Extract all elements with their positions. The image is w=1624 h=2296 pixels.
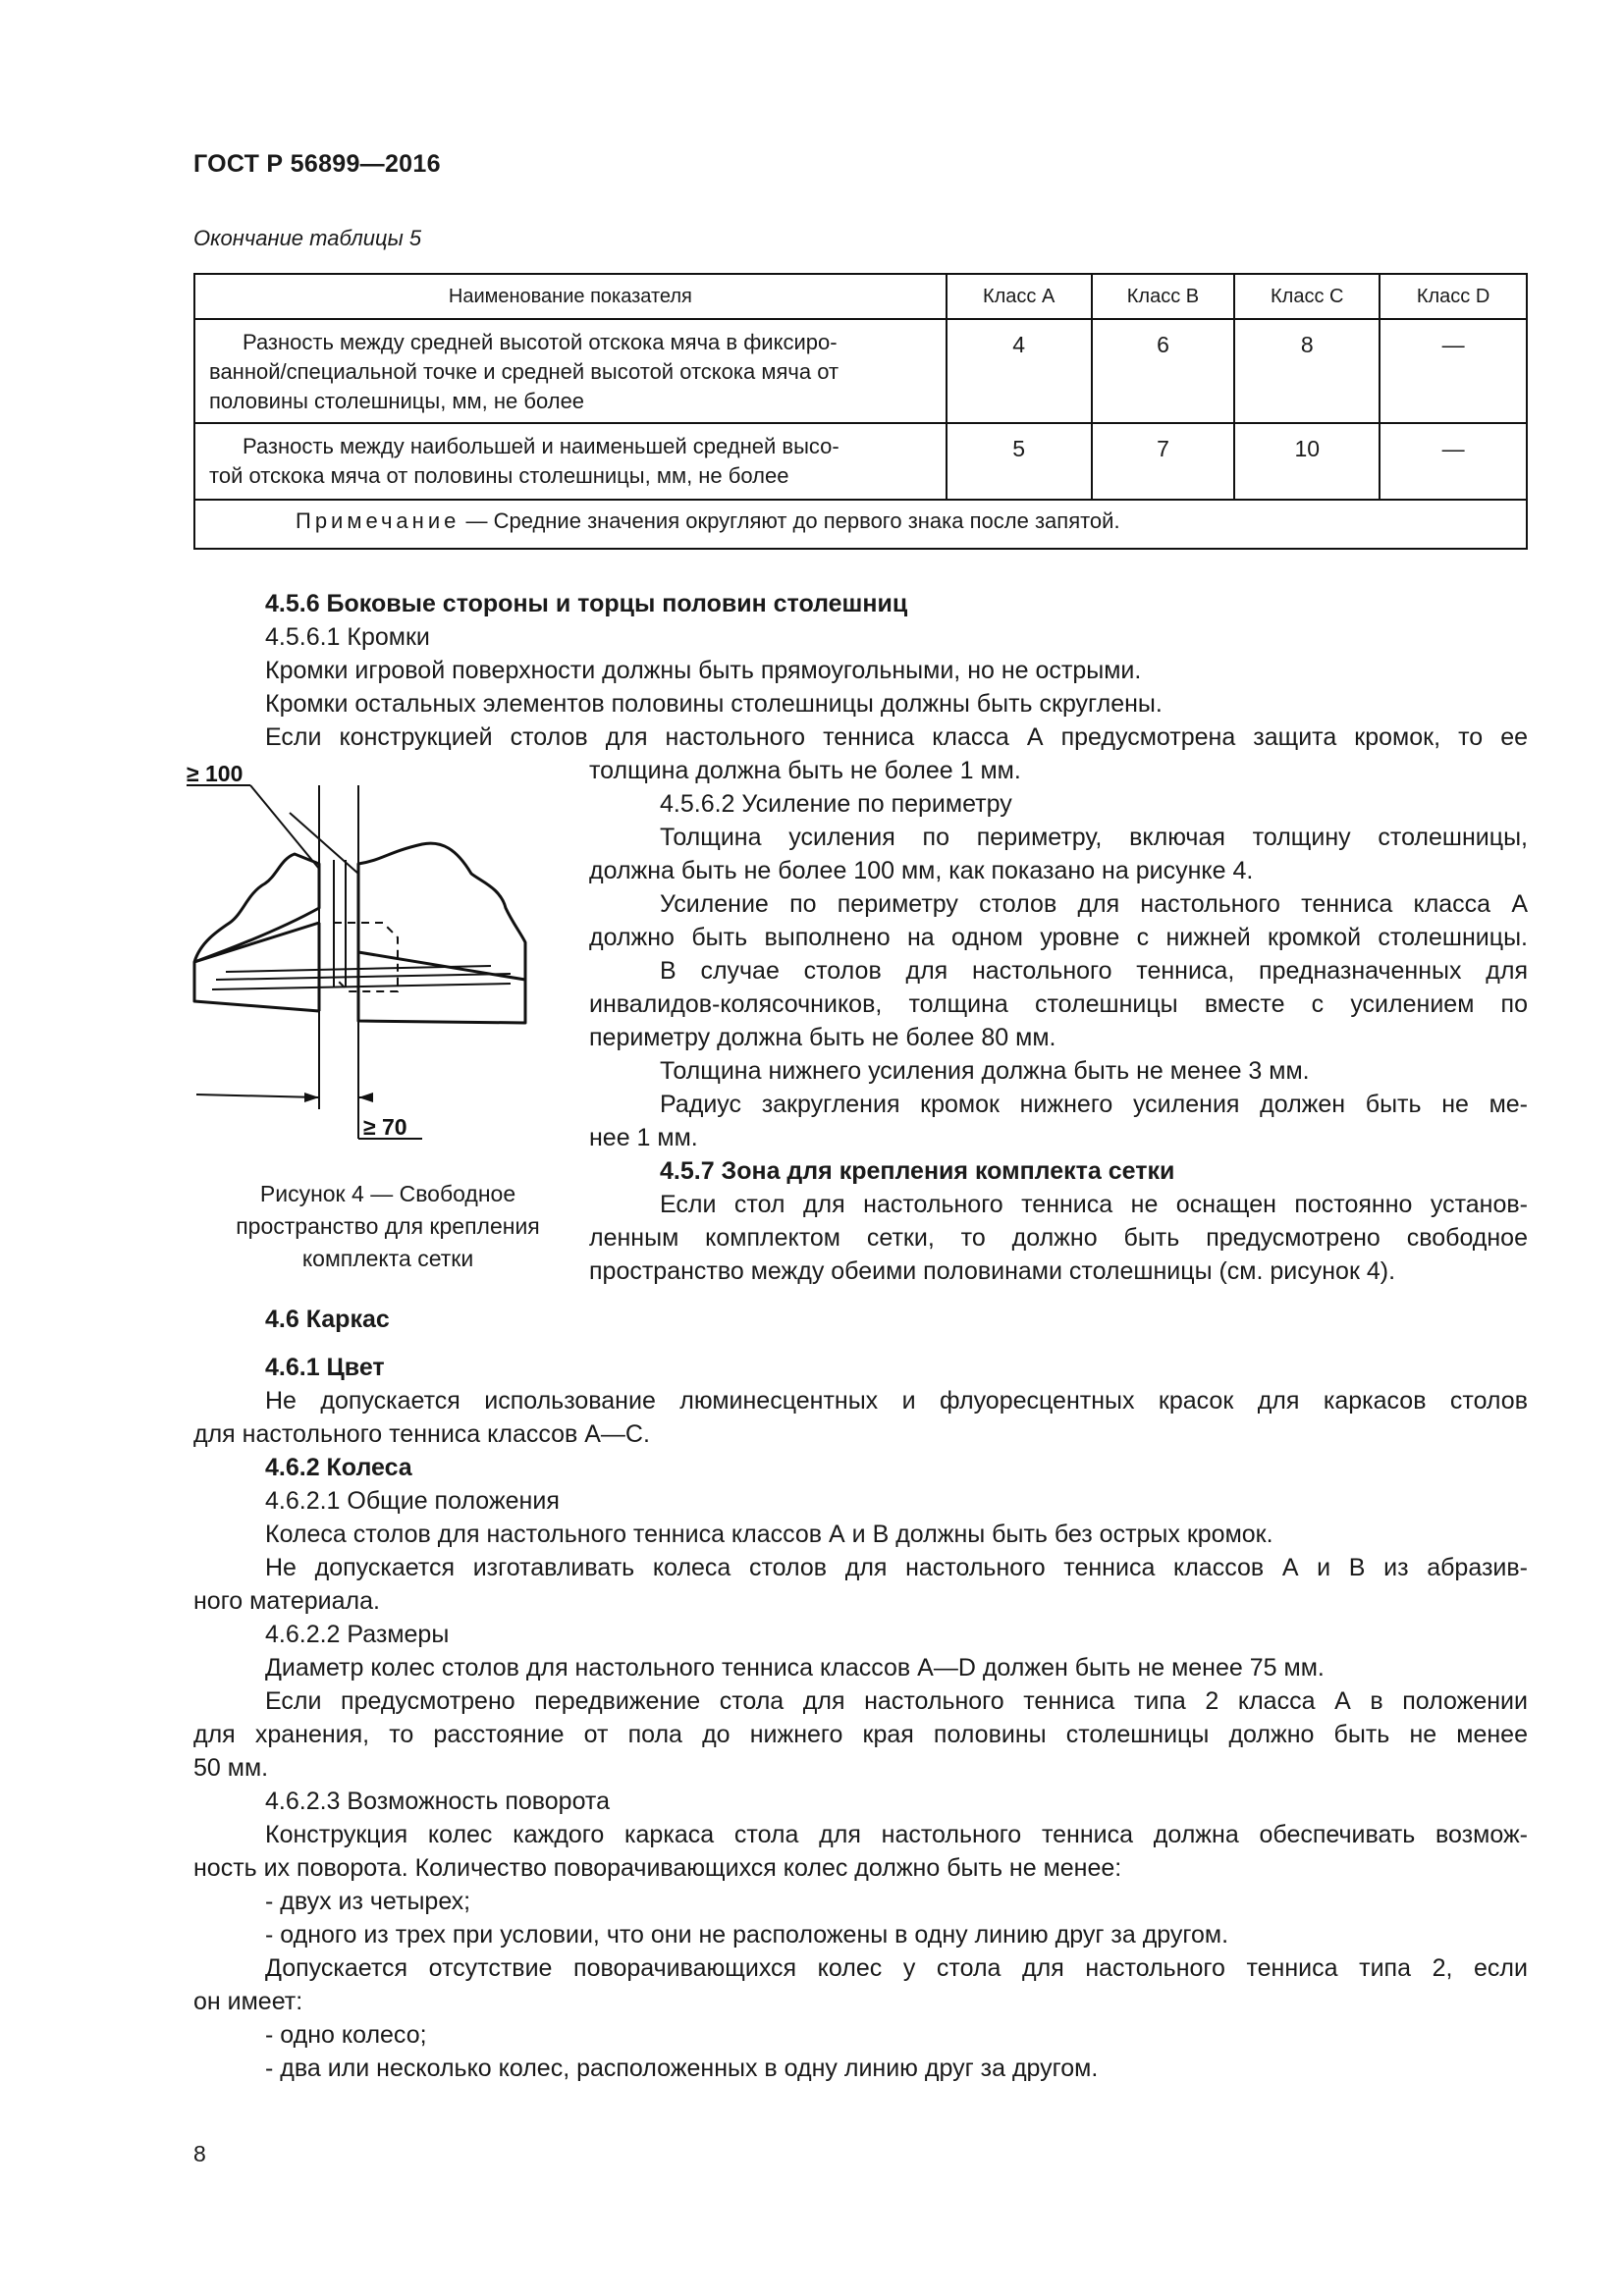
row-name-line: Разность между средней высотой отскока мяча в фиксиро- [243, 330, 838, 354]
column-header: Класс D [1380, 274, 1527, 319]
subheading-4-5-6-1: 4.5.6.1 Кромки [265, 623, 430, 651]
column-header: Класс С [1234, 274, 1380, 319]
figure-caption-line: пространство для крепления [236, 1213, 540, 1239]
list-item: - двух из четырех; [265, 1888, 471, 1915]
value-cell: 5 [947, 423, 1092, 500]
column-header: Класс В [1092, 274, 1235, 319]
value-cell: 8 [1234, 319, 1380, 423]
table-row [194, 319, 1527, 423]
row-name-line: Разность между наибольшей и наименьшей средней высо- [243, 434, 839, 458]
row-name-line: той отскока мяча от половины столешницы, мм, не более [209, 463, 789, 488]
row-name-line: ванной/специальной точке и средней высотой отскока мяча от [209, 359, 839, 384]
paragraph-line: для хранения, то расстояние от пола до нижнего края половины столешницы должно быть не менее [193, 1721, 1528, 1748]
paragraph-line: должно быть выполнено на одном уровне с нижней кромкой столешницы. [589, 924, 1528, 951]
value-cell: 6 [1092, 319, 1235, 423]
table-caption: Окончание таблицы 5 [193, 226, 422, 250]
paragraph-line: пространство между обеими половинами столешницы (см. рисунок 4). [589, 1257, 1396, 1285]
paragraph-line: Если стол для настольного тенниса не оснащен постоянно установ- [660, 1191, 1528, 1218]
table-header-row [194, 274, 1527, 319]
page-number: 8 [193, 2141, 206, 2166]
list-item: - два или несколько колес, расположенных в одну линию друг за другом. [265, 2055, 1099, 2082]
paragraph-line: Диаметр колес столов для настольного тенниса классов А—D должен быть не менее 75 мм. [265, 1654, 1325, 1682]
heading-4-5-6: 4.5.6 Боковые стороны и торцы половин столешниц [265, 590, 908, 617]
list-item: - одно колесо; [265, 2021, 427, 2049]
value-cell: 7 [1092, 423, 1235, 500]
paragraph-line: Допускается отсутствие поворачивающихся колес у стола для настольного тенниса типа 2, если [265, 1954, 1528, 1982]
paragraph-line: должна быть не более 100 мм, как показано на рисунке 4. [589, 857, 1254, 884]
paragraph-line: периметру должна быть не более 80 мм. [589, 1024, 1056, 1051]
paragraph-line: Не допускается использование люминесцентных и флуоресцентных красок для каркасов столов [265, 1387, 1528, 1415]
paragraph-line: Если конструкцией столов для настольного тенниса класса А предусмотрена защита кромок, то ее [265, 723, 1528, 751]
dimension-arrows [304, 1093, 373, 1102]
paragraph-line: Колеса столов для настольного тенниса классов А и В должны быть без острых кромок. [265, 1521, 1273, 1548]
paragraph-line: он имеет: [193, 1988, 303, 2015]
paragraph-line: Кромки остальных элементов половины столешницы должны быть скруглены. [265, 690, 1163, 718]
paragraph-line: Не допускается изготавливать колеса столов для настольного тенниса классов А и В из абразив- [265, 1554, 1528, 1581]
list-item: - одного из трех при условии, что они не расположены в одну линию друг за другом. [265, 1921, 1229, 1949]
paragraph-line: ленным комплектом сетки, то должно быть предусмотрено свободное [589, 1224, 1528, 1252]
paragraph-line: Толщина нижнего усиления должна быть не менее 3 мм. [660, 1057, 1310, 1085]
value-cell: 10 [1234, 423, 1380, 500]
dimension-label-100: ≥ 100 [187, 766, 244, 786]
subheading-4-6-2-3: 4.6.2.3 Возможность поворота [265, 1788, 611, 1815]
heading-4-5-7: 4.5.7 Зона для крепления комплекта сетки [660, 1157, 1175, 1185]
subheading-4-6-2-1: 4.6.2.1 Общие положения [265, 1487, 560, 1515]
row-name-line: половины столешницы, мм, не более [209, 389, 585, 413]
paragraph-line: Кромки игровой поверхности должны быть прямоугольными, но не острыми. [265, 657, 1142, 684]
table-note-row [194, 500, 1527, 549]
value-cell: — [1380, 319, 1527, 423]
table-surface-outline [194, 843, 525, 1023]
paragraph-line: Если предусмотрено передвижение стола для настольного тенниса типа 2 класса А в положении [265, 1687, 1528, 1715]
paragraph-line: Радиус закругления кромок нижнего усиления должен быть не ме- [660, 1091, 1528, 1118]
column-header: Наименование показателя [194, 274, 947, 319]
heading-4-6-2: 4.6.2 Колеса [265, 1454, 412, 1481]
heading-4-6: 4.6 Каркас [265, 1306, 390, 1333]
table-note [194, 500, 1527, 549]
paragraph-line: Конструкция колес каждого каркаса стола для настольного тенниса должна обеспечивать возмож- [265, 1821, 1528, 1848]
dimension-lines [187, 785, 422, 1139]
figure-caption-line: комплекта сетки [301, 1246, 474, 1271]
heading-4-6-1: 4.6.1 Цвет [265, 1354, 385, 1381]
note-label: Примечание [296, 508, 460, 533]
figure-caption [196, 1178, 579, 1275]
paragraph-line: инвалидов-колясочников, толщина столешницы вместе с усилением по [589, 990, 1528, 1018]
table-row [194, 423, 1527, 500]
row-name-cell [194, 319, 947, 423]
paragraph-line: Усиление по периметру столов для настольного тенниса класса А [660, 890, 1528, 918]
paragraph-line: 50 мм. [193, 1754, 269, 1782]
value-cell: — [1380, 423, 1527, 500]
table-5 [193, 273, 1528, 550]
note-text: — Средние значения округляют до первого знака после запятой. [460, 508, 1120, 533]
dimension-label-70: ≥ 70 [363, 1114, 407, 1140]
figure-caption-line: Рисунок 4 — Свободное [259, 1181, 516, 1206]
paragraph-line: В случае столов для настольного тенниса, предназначенных для [660, 957, 1528, 985]
document-header: ГОСТ Р 56899—2016 [193, 150, 441, 178]
column-header: Класс А [947, 274, 1092, 319]
paragraph-line: ность их поворота. Количество поворачивающихся колес должно быть не менее: [193, 1854, 1122, 1882]
value-cell: 4 [947, 319, 1092, 423]
paragraph-line: ного материала. [193, 1587, 380, 1615]
paragraph-line: для настольного тенниса классов А—С. [193, 1420, 650, 1448]
subheading-4-5-6-2: 4.5.6.2 Усиление по периметру [660, 790, 1012, 818]
paragraph-line: нее 1 мм. [589, 1124, 698, 1151]
subheading-4-6-2-2: 4.6.2.2 Размеры [265, 1621, 450, 1648]
paragraph-line: толщина должна быть не более 1 мм. [589, 757, 1021, 784]
figure-4-drawing [187, 766, 540, 1158]
paragraph-line: Толщина усиления по периметру, включая толщину столешницы, [660, 824, 1528, 851]
row-name-cell [194, 423, 947, 500]
